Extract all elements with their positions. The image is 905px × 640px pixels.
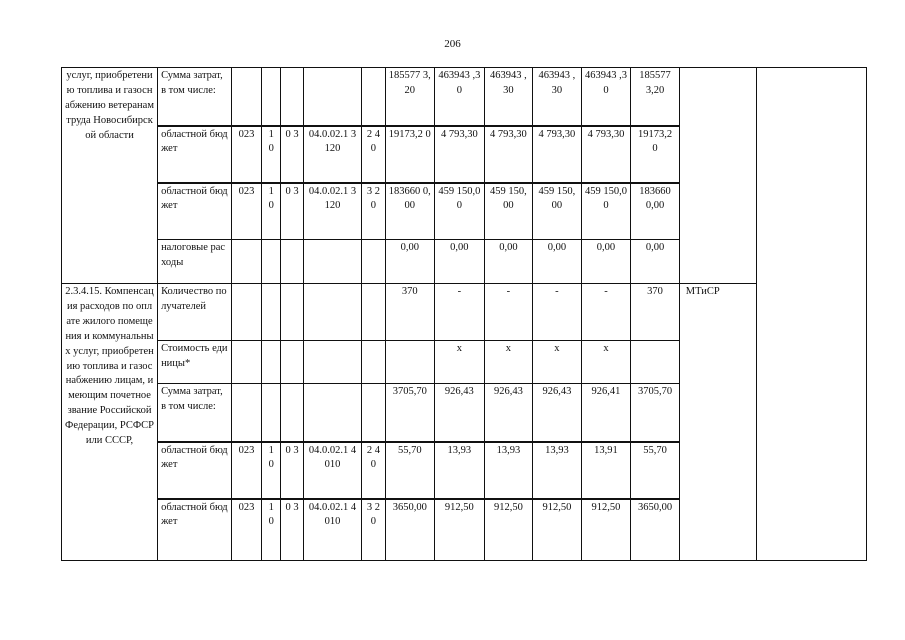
value-total: 0,00	[385, 240, 435, 284]
vr-cell	[362, 68, 385, 126]
value-cell: 926,41	[581, 384, 631, 442]
pr-cell	[281, 68, 303, 126]
pr-cell: 0 3	[281, 183, 303, 240]
budget-table	[61, 67, 867, 561]
table-row	[62, 68, 867, 126]
vr-cell: 2 4 0	[362, 442, 385, 499]
value-cell: 463943 ,30	[484, 68, 533, 126]
value-cell: 463943 ,30	[435, 68, 485, 126]
rz-cell: 1 0	[262, 499, 281, 561]
value-cell: 13,91	[581, 442, 631, 499]
value-cell: 926,43	[533, 384, 582, 442]
row-label: областной бюджет	[158, 499, 232, 561]
value-cell: 459 150,00	[484, 183, 533, 240]
row-label: налоговые расходы	[158, 240, 232, 284]
page-number: 206	[444, 38, 461, 50]
rz-cell: 1 0	[262, 183, 281, 240]
csr-cell	[303, 68, 362, 126]
value-cell: 4 793,30	[533, 126, 582, 183]
row-label: областной бюджет	[158, 442, 232, 499]
csr-cell: 04.0.02.1 3120	[303, 126, 362, 183]
value-total-end: 19173,2 0	[631, 126, 680, 183]
measure-description: 2.3.4.15. Компенсация расходов по оплате жилого помещения и коммунальных услуг, приобретению топлива и газоснабжению лицам, имеющим почетное звание Российской Федерации, РСФСР или СССР,	[62, 284, 158, 561]
value-total	[385, 341, 435, 384]
row-label: Сумма затрат, в том числе:	[158, 384, 232, 442]
row-label: Количество получателей	[158, 284, 232, 341]
value-total: 370	[385, 284, 435, 341]
value-cell: x	[581, 341, 631, 384]
result-cell-empty	[756, 68, 866, 561]
grbs-cell	[231, 284, 261, 341]
value-cell: -	[581, 284, 631, 341]
grbs-cell: 023	[231, 499, 261, 561]
value-cell: 926,43	[435, 384, 485, 442]
executor-cell: МТиСР	[679, 284, 756, 561]
vr-cell: 3 2 0	[362, 499, 385, 561]
row-label: Стоимость единицы*	[158, 341, 232, 384]
value-total-end: 55,70	[631, 442, 680, 499]
row-label: областной бюджет	[158, 126, 232, 183]
csr-cell: 04.0.02.1 4010	[303, 499, 362, 561]
value-cell: 4 793,30	[435, 126, 485, 183]
value-total-end: 3650,00	[631, 499, 680, 561]
measure-description: услуг, приобретению топлива и газоснабжению ветеранам труда Новосибирской области	[62, 68, 158, 284]
rz-cell	[262, 384, 281, 442]
value-cell: 0,00	[533, 240, 582, 284]
pr-cell: 0 3	[281, 499, 303, 561]
value-cell: 4 793,30	[484, 126, 533, 183]
value-cell: 463943 ,30	[581, 68, 631, 126]
grbs-cell	[231, 68, 261, 126]
grbs-cell	[231, 240, 261, 284]
rz-cell	[262, 240, 281, 284]
executor-cell-empty	[679, 68, 756, 284]
vr-cell	[362, 341, 385, 384]
value-cell: 4 793,30	[581, 126, 631, 183]
value-cell: 0,00	[581, 240, 631, 284]
pr-cell: 0 3	[281, 126, 303, 183]
value-total: 3650,00	[385, 499, 435, 561]
value-total: 183660 0,00	[385, 183, 435, 240]
pr-cell	[281, 240, 303, 284]
value-total: 185577 3,20	[385, 68, 435, 126]
value-total-end: 0,00	[631, 240, 680, 284]
grbs-cell	[231, 341, 261, 384]
value-total: 19173,2 0	[385, 126, 435, 183]
value-total: 55,70	[385, 442, 435, 499]
grbs-cell	[231, 384, 261, 442]
csr-cell: 04.0.02.1 4010	[303, 442, 362, 499]
row-label: Сумма затрат, в том числе:	[158, 68, 232, 126]
rz-cell	[262, 341, 281, 384]
csr-cell	[303, 341, 362, 384]
rz-cell	[262, 68, 281, 126]
pr-cell: 0 3	[281, 442, 303, 499]
vr-cell	[362, 284, 385, 341]
value-cell: 926,43	[484, 384, 533, 442]
value-cell: 459 150,00	[533, 183, 582, 240]
value-cell: 912,50	[484, 499, 533, 561]
pr-cell	[281, 384, 303, 442]
rz-cell: 1 0	[262, 442, 281, 499]
value-cell: x	[533, 341, 582, 384]
value-cell: 13,93	[533, 442, 582, 499]
value-total-end: 3705,70	[631, 384, 680, 442]
value-cell: 459 150,00	[435, 183, 485, 240]
vr-cell: 2 4 0	[362, 126, 385, 183]
value-cell: 13,93	[435, 442, 485, 499]
vr-cell	[362, 384, 385, 442]
table-row	[62, 284, 867, 341]
value-cell: 0,00	[435, 240, 485, 284]
grbs-cell: 023	[231, 183, 261, 240]
value-cell: 912,50	[581, 499, 631, 561]
grbs-cell: 023	[231, 126, 261, 183]
rz-cell	[262, 284, 281, 341]
csr-cell	[303, 284, 362, 341]
value-cell: -	[484, 284, 533, 341]
pr-cell	[281, 341, 303, 384]
rz-cell: 1 0	[262, 126, 281, 183]
value-cell: 459 150,00	[581, 183, 631, 240]
value-cell: -	[435, 284, 485, 341]
value-total-end: 183660 0,00	[631, 183, 680, 240]
value-total-end: 370	[631, 284, 680, 341]
vr-cell: 3 2 0	[362, 183, 385, 240]
value-total-end: 185577 3,20	[631, 68, 680, 126]
value-cell: 912,50	[533, 499, 582, 561]
value-cell: 463943 ,30	[533, 68, 582, 126]
value-cell: 912,50	[435, 499, 485, 561]
value-cell: x	[435, 341, 485, 384]
value-total: 3705,70	[385, 384, 435, 442]
pr-cell	[281, 284, 303, 341]
value-cell: -	[533, 284, 582, 341]
vr-cell	[362, 240, 385, 284]
value-cell: 13,93	[484, 442, 533, 499]
csr-cell	[303, 240, 362, 284]
value-total-end	[631, 341, 680, 384]
grbs-cell: 023	[231, 442, 261, 499]
value-cell: 0,00	[484, 240, 533, 284]
csr-cell: 04.0.02.1 3120	[303, 183, 362, 240]
value-cell: x	[484, 341, 533, 384]
row-label: областной бюджет	[158, 183, 232, 240]
csr-cell	[303, 384, 362, 442]
